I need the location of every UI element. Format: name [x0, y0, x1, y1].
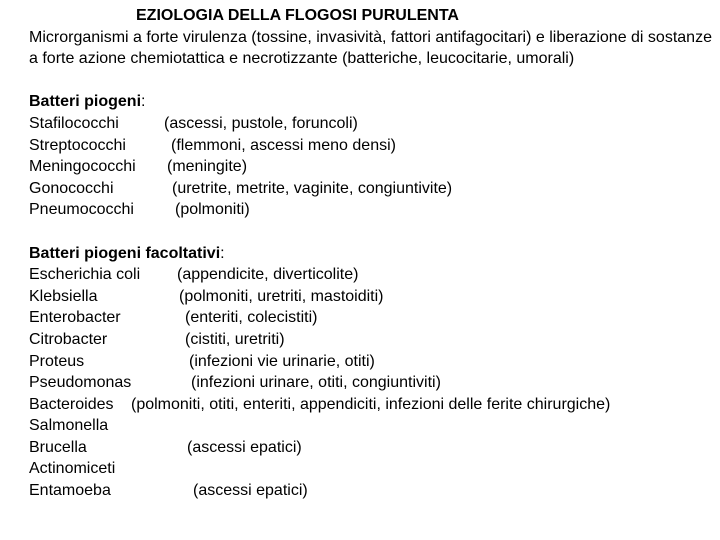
spacer	[29, 70, 714, 92]
disease-list: (enteriti, colecistiti)	[185, 309, 318, 327]
organism-name: Meningococchi	[29, 158, 136, 176]
disease-list: (appendicite, diverticolite)	[177, 266, 359, 284]
disease-list: (polmoniti, otiti, enteriti, appendiciti, infezioni delle ferite chirurgiche)	[131, 395, 611, 413]
list-item	[29, 199, 714, 221]
list-item	[29, 264, 714, 286]
list-item	[29, 394, 714, 416]
facultative-list	[29, 264, 714, 502]
organism-name: Enterobacter	[29, 309, 121, 327]
list-item	[29, 286, 714, 308]
list-item	[29, 135, 714, 157]
organism-name: Stafilococchi	[29, 114, 119, 132]
organism-name: Entamoeba	[29, 482, 111, 500]
organism-name: Bacteroides	[29, 395, 114, 413]
facultative-heading-colon: :	[220, 244, 225, 262]
list-item	[29, 437, 714, 459]
list-item	[29, 307, 714, 329]
disease-list: (flemmoni, ascessi meno densi)	[171, 136, 396, 154]
disease-list: (meningite)	[167, 158, 248, 176]
organism-name: Pseudomonas	[29, 374, 132, 392]
disease-list: (polmoniti, uretriti, mastoiditi)	[179, 287, 384, 305]
list-item	[29, 351, 714, 373]
facultative-heading-text: Batteri piogeni facoltativi	[29, 244, 221, 262]
pyogenic-heading-colon: :	[141, 93, 146, 111]
organism-name: Pneumococchi	[29, 201, 134, 219]
list-item	[29, 156, 714, 178]
disease-list: (ascessi epatici)	[193, 482, 308, 500]
disease-list: (ascessi epatici)	[187, 438, 302, 456]
organism-name: Gonococchi	[29, 179, 114, 197]
pyogenic-list	[29, 113, 714, 221]
list-item	[29, 178, 714, 200]
pyogenic-heading-text: Batteri piogeni	[29, 93, 142, 111]
disease-list: (polmoniti)	[175, 201, 250, 219]
disease-list: (uretrite, metrite, vaginite, congiuntivite)	[172, 179, 453, 197]
list-item	[29, 480, 714, 502]
disease-list: (ascessi, pustole, foruncoli)	[164, 114, 358, 132]
list-item	[29, 329, 714, 351]
organism-name: Escherichia coli	[29, 266, 141, 284]
list-item	[29, 458, 714, 480]
disease-list: (infezioni urinare, otiti, congiuntiviti)	[191, 374, 441, 392]
slide	[29, 5, 714, 502]
organism-name: Streptococchi	[29, 136, 126, 154]
organism-name: Proteus	[29, 352, 85, 370]
organism-name: Actinomiceti	[29, 460, 116, 478]
pyogenic-heading	[29, 91, 714, 113]
page-title: EZIOLOGIA DELLA FLOGOSI PURULENTA	[136, 7, 459, 24]
organism-name: Brucella	[29, 438, 87, 456]
intro-paragraph: Microrganismi a forte virulenza (tossine, invasività, fattori antifagocitari) e liberazione di sostanze a forte azione chemiotattica e necrotizzante (batteriche, leucocitarie, umorali)	[29, 28, 712, 68]
list-item	[29, 372, 714, 394]
facultative-heading	[29, 243, 714, 265]
spacer	[29, 221, 714, 243]
organism-name: Klebsiella	[29, 287, 98, 305]
disease-list: (cistiti, uretriti)	[185, 330, 285, 348]
organism-name: Citrobacter	[29, 330, 108, 348]
list-item	[29, 415, 714, 437]
organism-name: Salmonella	[29, 417, 109, 435]
disease-list: (infezioni vie urinarie, otiti)	[189, 352, 375, 370]
list-item	[29, 113, 714, 135]
